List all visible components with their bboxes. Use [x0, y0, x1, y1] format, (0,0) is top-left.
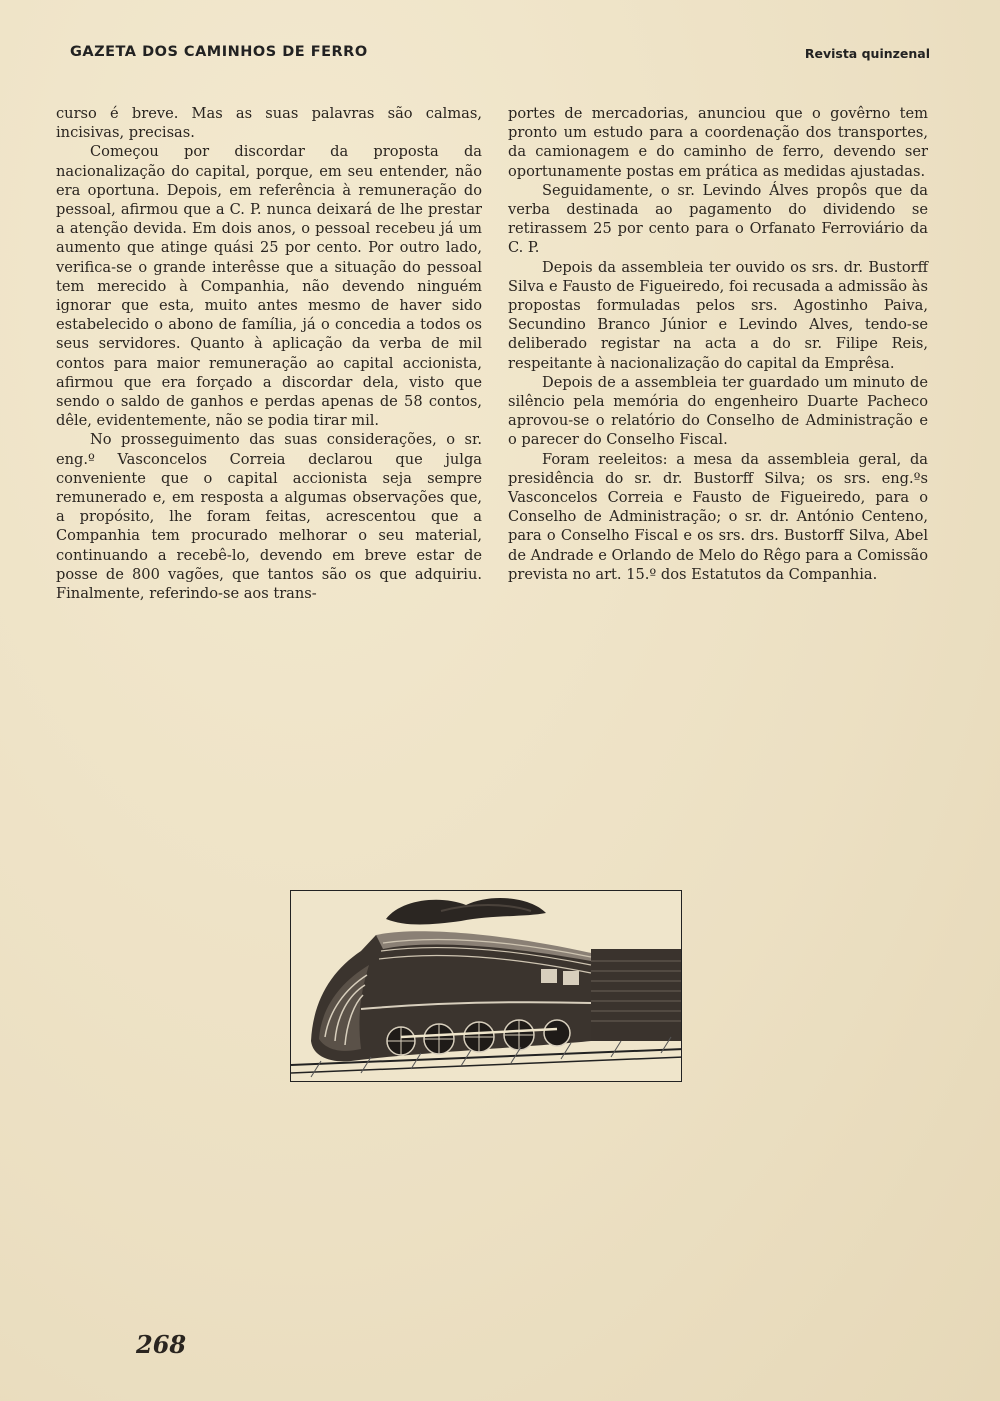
paragraph: Foram reeleitos: a mesa da assembleia geral, da presidência do sr. dr. Bustorff Silva; os srs. eng.ºs Vasconcelos Correia e Fausto de Figueiredo, para o Conselho de Administração; o sr. dr. António Centeno, para o Conselho Fiscal e os srs. drs. Bustorff Silva, Abel de Andrade e Orlando de Melo do Rêgo para a Comissão prevista no art. 15.º dos Estatutos da Companhia.	[508, 450, 929, 583]
locomotive-icon	[291, 891, 682, 1082]
paragraph: portes de mercadorias, anunciou que o govêrno tem pronto um estudo para a coordenação dos transportes, da camionagem e do caminho de ferro, devendo ser oportunamente postas em prática as medidas ajustadas.	[508, 105, 928, 180]
paragraph: Depois de a assembleia ter guardado um minuto de silêncio pela memória do engenheiro Duarte Pacheco aprovou-se o relatório do Conselho de Administração e o parecer do Conselho Fiscal.	[508, 373, 928, 449]
journal-subtitle: Revista quinzenal	[804, 46, 930, 61]
page-number: 268	[136, 1330, 187, 1359]
paragraph: No prosseguimento das suas considerações, o sr. eng.º Vasconcelos Correia declarou que julga conveniente que o capital accionista seja sempre remunerado e, em resposta a algumas observações que, a propósito, lhe foram feitas, acrescentou que a Companhia tem procurado melhorar o seu material, continuando a recebê-lo, devendo em breve estar de posse de 800 vagões, que tantos são os que adquiriu. Finalmente, referindo-se aos trans-	[56, 431, 482, 603]
left-column	[56, 104, 482, 603]
paragraph: Seguidamente, o sr. Levindo Álves propôs que da verba destinada ao pagamento do dividendo se retirassem 25 por cento para o Orfanato Ferroviário da C. P.	[508, 181, 928, 257]
paragraph: Começou por discordar da proposta da nacionalização do capital, porque, em seu entender, não era oportuna. Depois, em referência à remuneração do pessoal, afirmou que a C. P. nunca deixará de lhe prestar a atenção devida. Em dois anos, o pessoal recebeu já um aumento que atinge quási 25 por cento. Por outro lado, verifica-se o grande interêsse que a situação do pessoal tem merecido à Companhia, não devendo ninguém ignorar que esta, muito antes mesmo de haver sido estabelecido o abono de família, já o concedia a todos os seus servidores. Quanto à aplicação da verba de mil contos para maior remuneração ao capital accionista, afirmou que era forçado a discordar dela, visto que sendo o saldo de ganhos e perdas apenas de 58 contos, dêle, evidentemente, não se podia tirar mil.	[56, 143, 482, 430]
journal-title: GAZETA DOS CAMINHOS DE FERRO	[70, 44, 368, 60]
right-column	[508, 104, 928, 584]
running-header	[70, 44, 930, 68]
paragraph: curso é breve. Mas as suas palavras são calmas, incisivas, precisas.	[56, 105, 482, 142]
paragraph: Depois da assembleia ter ouvido os srs. dr. Bustorff Silva e Fausto de Figueiredo, foi recusada a admissão às propostas formuladas pelos srs. Agostinho Paiva, Secundino Branco Júnior e Levindo Alves, tendo-se deliberado registar na acta a do sr. Filipe Reis, respeitante à nacionalização do capital da Emprêsa.	[508, 258, 928, 372]
locomotive-illustration	[290, 890, 682, 1082]
